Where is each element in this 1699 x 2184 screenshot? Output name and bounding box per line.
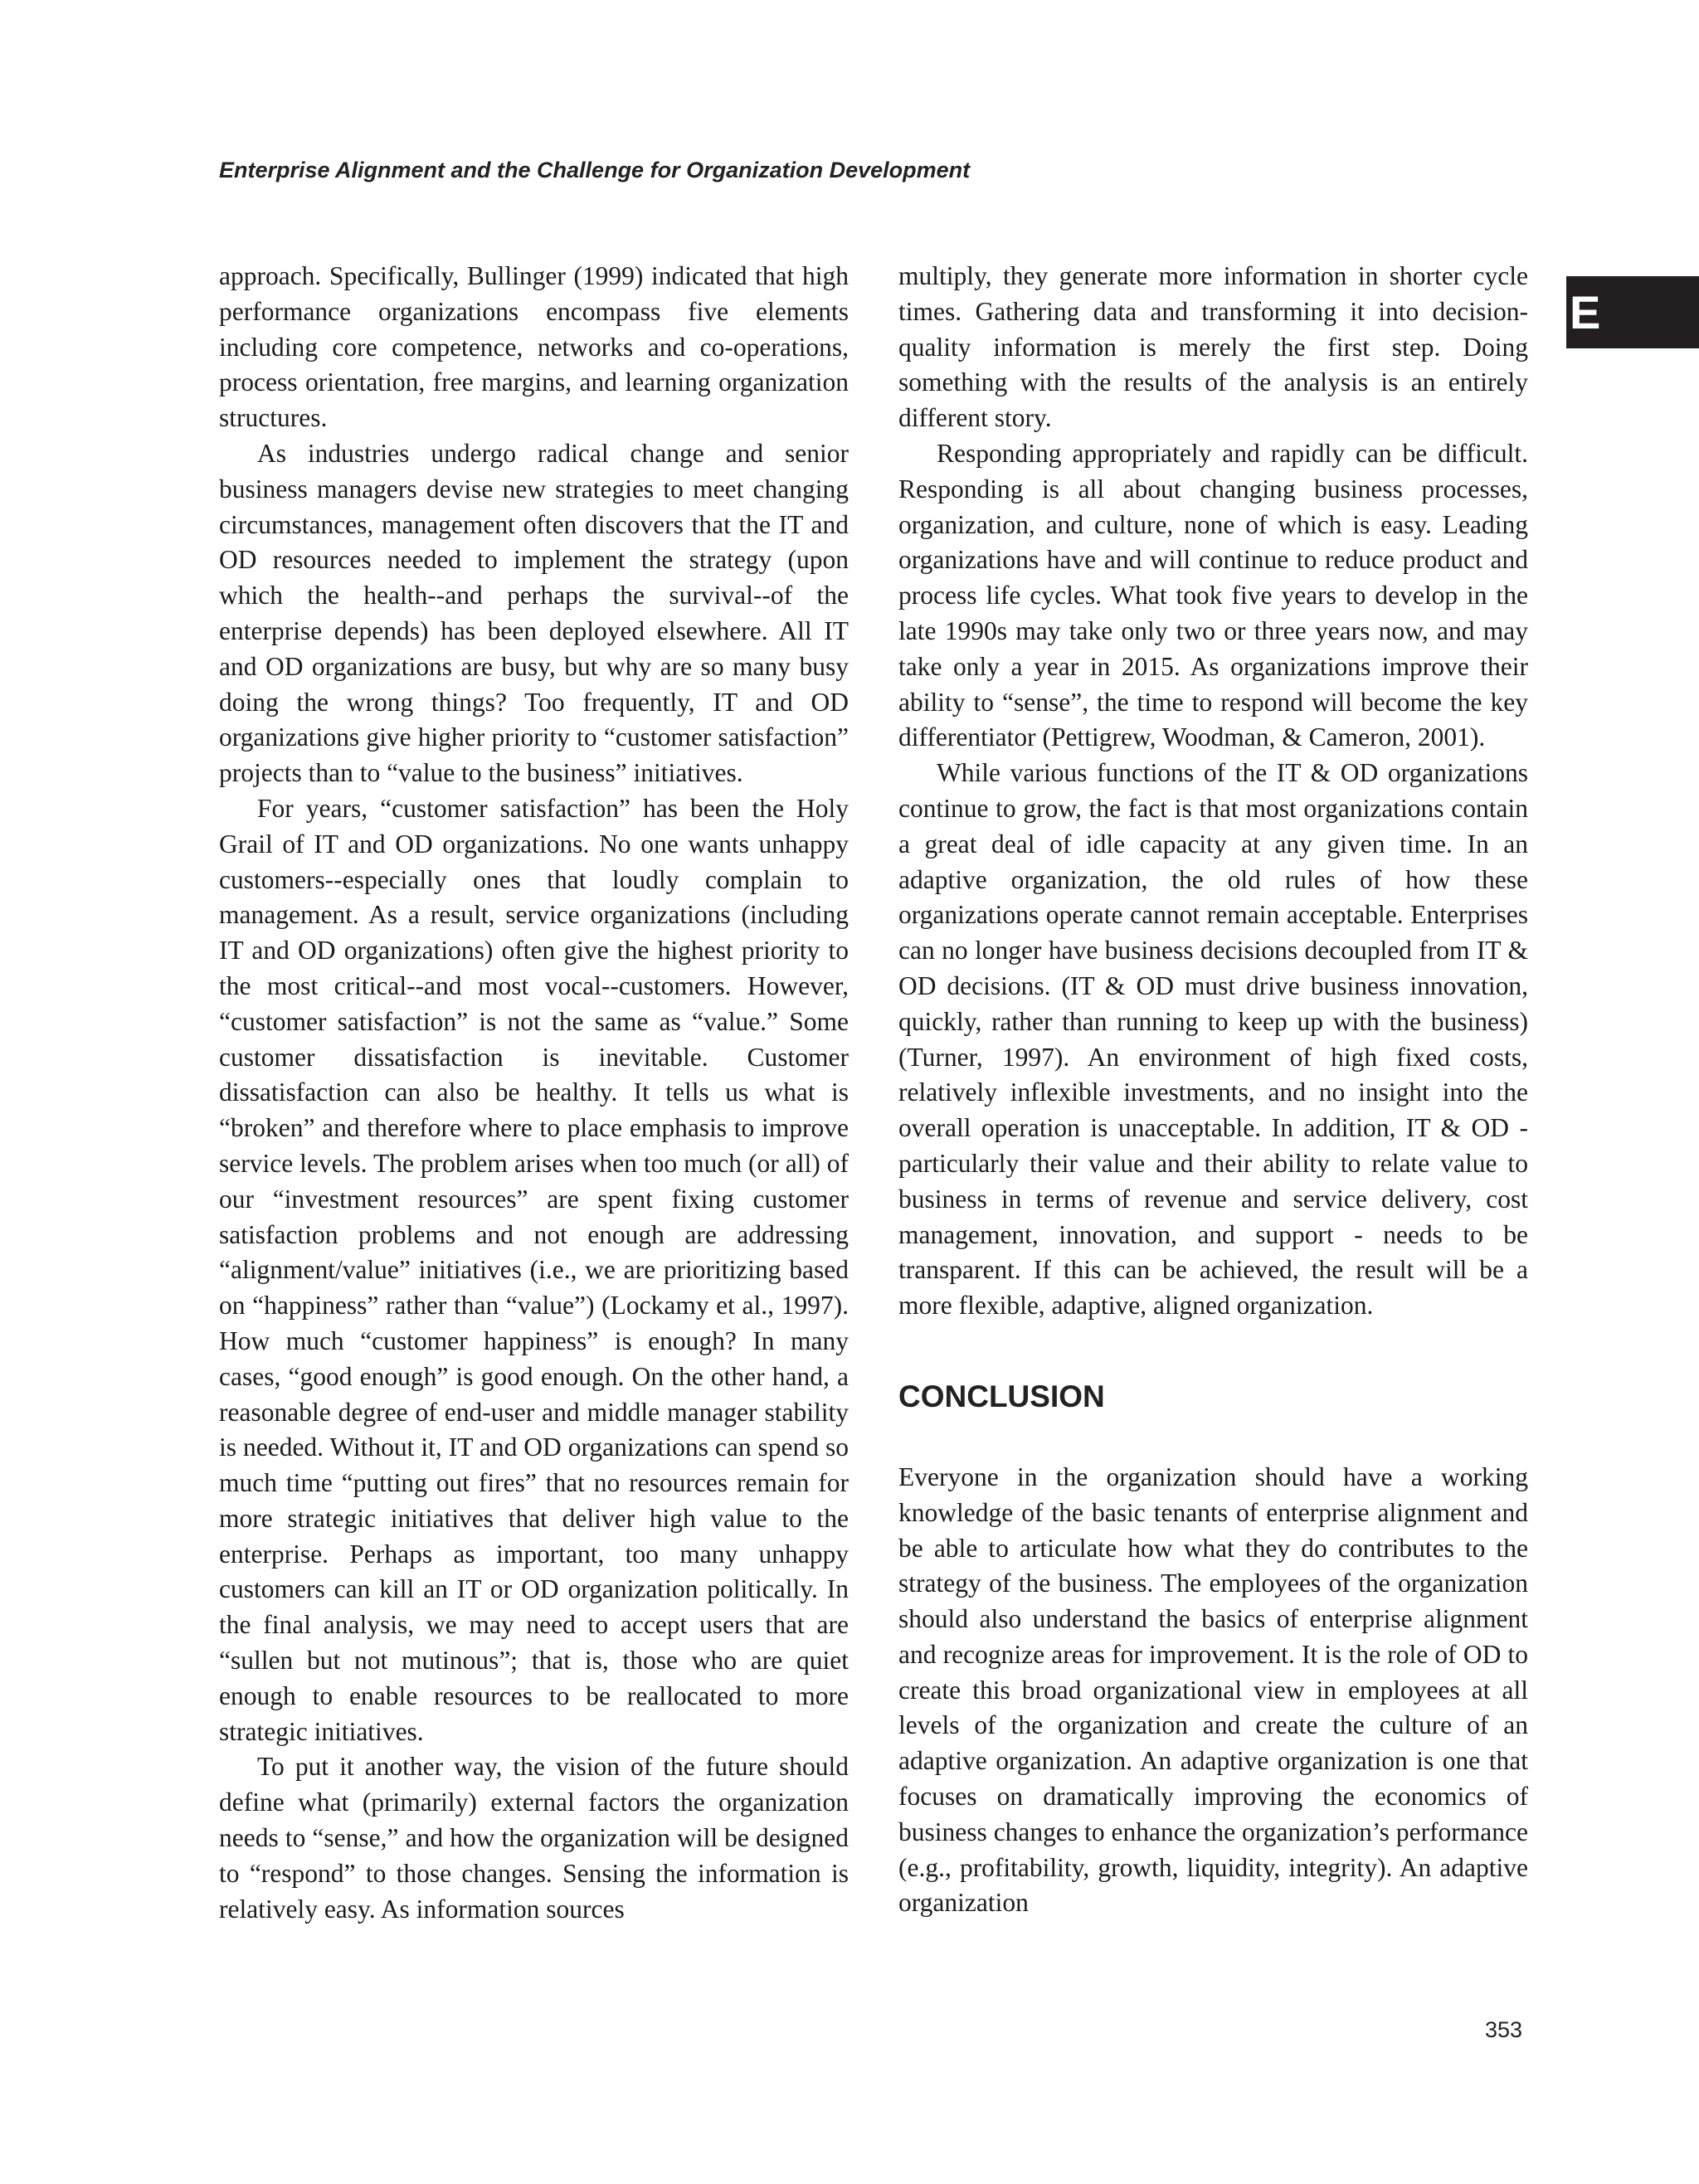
body-paragraph: To put it another way, the vision of the future should define what (primarily) external factors the organization needs to “sense,” and how the organization will be designed to “respond” to those changes. Sensing the information is relatively easy. As information sources	[219, 1752, 849, 1924]
thumb-tab-letter: E	[1570, 286, 1601, 338]
running-header-title: Enterprise Alignment and the Challenge for Organization Development	[219, 158, 971, 182]
body-paragraph: For years, “customer satisfaction” has been the Holy Grail of IT and OD organizations. No one wants unhappy customers--especially ones that loudly complain to management. As a result, service organizations (including IT and OD organizations) often give the highest priority to the most critical--and most vocal--customers. However, “customer satisfaction” is not the same as “value.” Some customer dissatisfaction is inevitable. Customer dissatisfaction can also be healthy. It tells us what is “broken” and therefore where to place emphasis to improve service levels. The problem arises when too much (or all) of our “investment resources” are spent fixing customer satisfaction problems and not enough are addressing “alignment/value” initiatives (i.e., we are prioritizing based on “happiness” rather than “value”) (Lockamy et al., 1997). How much “customer happiness” is enough? In many cases, “good enough” is good enough. On the other hand, a reasonable degree of end-user and middle manager stability is needed. Without it, IT and OD organizations can spend so much time “putting out fires” that no resources remain for more strategic initiatives that deliver high value to the enterprise. Perhaps as important, too many unhappy customers can kill an IT or OD organization politically. In the final analysis, we may need to accept users that are “sullen but not mutinous”; that is, those who are quiet enough to enable resources to be reallocated to more strategic initiatives.	[219, 793, 849, 1746]
section-heading-conclusion: CONCLUSION	[898, 1379, 1105, 1413]
body-paragraph: Responding appropriately and rapidly can be difficult. Responding is all about changing business processes, organization, and culture, none of which is easy. Leading organizations have and will continue to reduce product and process life cycles. What took five years to develop in the late 1990s may take only two or three years now, and may take only a year in 2015. As organizations improve their ability to “sense”, the time to respond will become the key differentiator (Pettigrew, Woodman, & Cameron, 2001).	[898, 438, 1528, 752]
body-paragraph: approach. Specifically, Bullinger (1999) indicated that high performance organizations encompass five elements including core competence, networks and co-operations, process orientation, free margins, and learning organization structures.	[219, 261, 849, 433]
page-number: 353	[1485, 2017, 1523, 2042]
section-thumb-tab	[1566, 276, 1699, 348]
conclusion-paragraph: Everyone in the organization should have a working knowledge of the basic tenants of enterprise alignment and be able to articulate how what they do contributes to the strategy of the business. The employees of the organization should also understand the basics of enterprise alignment and recognize areas for improvement. It is the role of OD to create this broad organizational view in employees at all levels of the organization and create the culture of an adaptive organization. An adaptive organization is one that focuses on dramatically improving the economics of business changes to enhance the organization’s performance (e.g., profitability, growth, liquidity, integrity). An adaptive organization	[898, 1462, 1528, 1918]
right-text-column	[898, 259, 1528, 1921]
body-paragraph: multiply, they generate more information in shorter cycle times. Gathering data and transforming it into decision-quality information is merely the first step. Doing something with the results of the analysis is an entirely different story.	[898, 261, 1528, 433]
body-paragraph: While various functions of the IT & OD organizations continue to grow, the fact is that most organizations contain a great deal of idle capacity at any given time. In an adaptive organization, the old rules of how these organizations operate cannot remain acceptable. Enterprises can no longer have business decisions decoupled from IT & OD decisions. (IT & OD must drive business innovation, quickly, rather than running to keep up with the business) (Turner, 1997). An environment of high fixed costs, relatively inflexible investments, and no insight into the overall operation is unacceptable. In addition, IT & OD - particularly their value and their ability to relate value to business in terms of revenue and service delivery, cost management, innovation, and support - needs to be transparent. If this can be achieved, the result will be a more flexible, adaptive, aligned organization.	[898, 758, 1528, 1321]
body-paragraph: As industries undergo radical change and senior business managers devise new strategies to meet changing circumstances, management often discovers that the IT and OD resources needed to implement the strategy (upon which the health--and perhaps the survival--of the enterprise depends) has been deployed elsewhere. All IT and OD organizations are busy, but why are so many busy doing the wrong things? Too frequently, IT and OD organizations give higher priority to “customer satisfaction” projects than to “value to the business” initiatives.	[219, 438, 849, 788]
left-text-column	[219, 259, 849, 1927]
